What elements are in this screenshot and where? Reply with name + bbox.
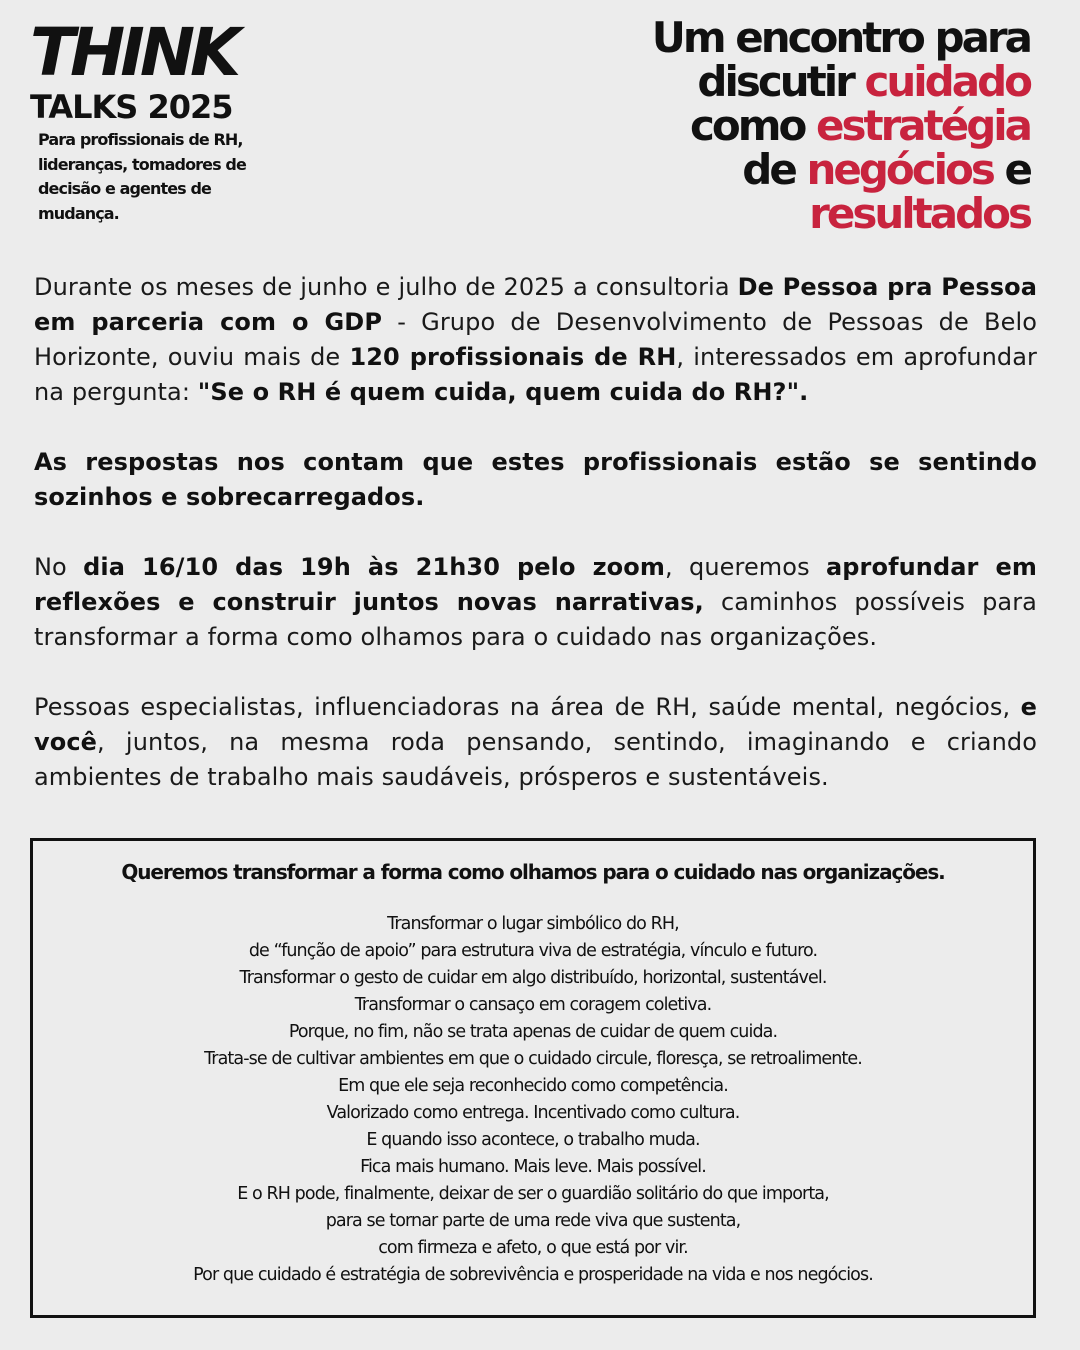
- manifesto-line: Fica mais humano. Mais leve. Mais possível.: [360, 1157, 706, 1177]
- headline-line-2: [652, 57, 1030, 106]
- headline-line-3: [652, 101, 1030, 150]
- headline-text: como: [690, 101, 817, 150]
- headline-accent: estratégia: [816, 101, 1030, 150]
- manifesto-line: Transformar o cansaço em coragem coletiva.: [354, 995, 712, 1015]
- paragraph-event-date: [34, 550, 1037, 655]
- manifesto-line: E quando isso acontece, o trabalho muda.: [366, 1130, 700, 1150]
- bold-text: 120 profissionais de RH: [349, 343, 677, 371]
- text: Pessoas especialistas, influenciadoras na área de RH, saúde mental, negócios,: [34, 693, 1021, 721]
- manifesto-line: Em que ele seja reconhecido como competência.: [338, 1076, 728, 1096]
- headline-text: e: [992, 145, 1030, 194]
- text: , interessados em aprofundar na pergunta:: [34, 343, 1038, 406]
- manifesto-line: para se tornar parte de uma rede viva que sustenta,: [325, 1211, 741, 1231]
- manifesto-box: [30, 838, 1036, 1318]
- bold-text: De Pessoa pra Pessoa em parceria com o GDP: [34, 273, 1038, 336]
- headline-line-4: [652, 145, 1030, 194]
- paragraph-findings: [34, 445, 1037, 515]
- manifesto-lines: [33, 911, 1033, 1289]
- event-logo: [30, 14, 290, 226]
- headline: [651, 13, 1030, 238]
- manifesto-line: de “função de apoio” para estrutura viva de estratégia, vínculo e futuro.: [248, 941, 818, 961]
- paragraph-participants: [34, 690, 1037, 795]
- manifesto-title: Queremos transformar a forma como olhamos para o cuidado nas organizações.: [121, 860, 945, 884]
- bold-text: As respostas nos contam que estes profissionais estão se sentindo sozinhos e sobrecarregados.: [34, 448, 1037, 511]
- manifesto-line: com firmeza e afeto, o que está por vir.: [378, 1238, 688, 1258]
- text: - Grupo de Desenvolvimento de Pessoas de Belo Horizonte, ouviu mais de: [34, 308, 1037, 371]
- logo-think: THINK: [30, 14, 237, 91]
- manifesto-line: Trata-se de cultivar ambientes em que o cuidado circule, floresça, se retroalimente.: [204, 1049, 862, 1069]
- headline-line-5: resultados: [809, 189, 1030, 238]
- bold-text: dia 16/10 das 19h às 21h30 pelo zoom: [83, 553, 665, 581]
- text: No: [34, 553, 84, 581]
- headline-text: discutir: [697, 57, 865, 106]
- logo-talks-year: TALKS 2025: [30, 88, 233, 126]
- manifesto-line: Por que cuidado é estratégia de sobrevivência e prosperidade na vida e nos negócios.: [193, 1265, 873, 1285]
- headline-accent: cuidado: [864, 57, 1030, 106]
- manifesto-line: E o RH pode, finalmente, deixar de ser o guardião solitário do que importa,: [237, 1184, 829, 1204]
- headline-line-1: Um encontro para: [651, 13, 1030, 62]
- headline-text: de: [742, 145, 807, 194]
- paragraph-research: [34, 270, 1037, 410]
- manifesto-line: Valorizado como entrega. Incentivado como cultura.: [326, 1103, 740, 1123]
- audience-tagline: Para profissionais de RH, lideranças, tomadores de decisão e agentes de mudança.: [38, 130, 246, 223]
- bold-text: "Se o RH é quem cuida, quem cuida do RH?".: [197, 378, 809, 406]
- manifesto-line: Porque, no fim, não se trata apenas de cuidar de quem cuida.: [288, 1022, 778, 1042]
- headline-accent: negócios: [806, 145, 993, 194]
- description: [34, 270, 1037, 830]
- text: , queremos: [664, 553, 826, 581]
- text: Durante os meses de junho e julho de 2025 a consultoria: [34, 273, 738, 301]
- bold-text: aprofundar em reflexões e construir juntos novas narrativas,: [34, 553, 1037, 616]
- text: caminhos possíveis para transformar a forma como olhamos para o cuidado nas organizações.: [34, 588, 1037, 651]
- bold-text: e você: [34, 693, 1037, 756]
- manifesto-line: Transformar o lugar simbólico do RH,: [387, 914, 679, 934]
- manifesto-line: Transformar o gesto de cuidar em algo distribuído, horizontal, sustentável.: [239, 968, 827, 988]
- text: , juntos, na mesma roda pensando, sentindo, imaginando e criando ambientes de trabalho mais saudáveis, prósperos e sustentáveis.: [34, 728, 1037, 791]
